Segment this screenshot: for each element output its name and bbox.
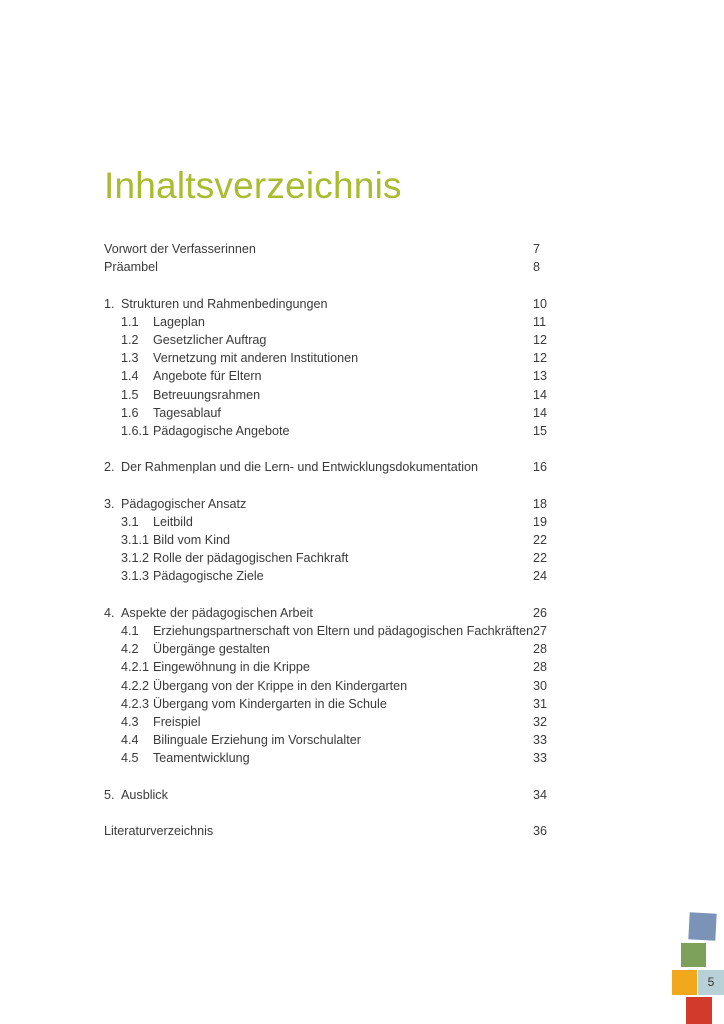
toc-entry-page: 10 bbox=[533, 296, 548, 311]
toc-entry bbox=[104, 513, 548, 531]
toc-entry-page: 14 bbox=[533, 405, 548, 420]
toc-entry-page: 22 bbox=[533, 533, 548, 547]
toc-entry-title: Leitbild bbox=[153, 514, 193, 529]
toc-entry-number: 4.2.1 bbox=[121, 660, 150, 675]
toc-entry-title: Strukturen und Rahmenbedingungen bbox=[121, 296, 328, 311]
toc-entry-page: 26 bbox=[533, 605, 548, 620]
toc-entry bbox=[104, 349, 548, 367]
toc-entry-page: 12 bbox=[533, 351, 548, 366]
toc-entry bbox=[104, 677, 548, 695]
toc-entry-title: Vorwort der Verfasserinnen bbox=[104, 242, 256, 256]
toc-entry-number: 4.1 bbox=[121, 623, 139, 638]
toc-entry bbox=[104, 295, 548, 313]
toc-entry-number: 1.5 bbox=[121, 387, 139, 402]
toc-entry-page: 36 bbox=[533, 824, 548, 838]
toc-entry-title: Übergang von der Krippe in den Kindergarten bbox=[153, 678, 408, 693]
toc-entry bbox=[104, 404, 548, 422]
toc-entry-page: 28 bbox=[533, 642, 548, 657]
toc-entry-number: 1. bbox=[104, 296, 115, 311]
toc-entry bbox=[104, 258, 548, 276]
toc-entry-page: 15 bbox=[533, 423, 548, 438]
toc-entry-page: 18 bbox=[533, 496, 548, 511]
toc-entry-title: Pädagogische Angebote bbox=[153, 423, 290, 438]
decorative-square-green bbox=[681, 943, 706, 967]
toc-entry-number: 2. bbox=[104, 460, 115, 475]
toc-entry bbox=[104, 458, 548, 476]
decorative-square-orange bbox=[672, 970, 697, 995]
toc-entry-number: 1.4 bbox=[121, 369, 139, 384]
toc-entry-title: Literaturverzeichnis bbox=[104, 824, 214, 838]
toc-entry-title: Rolle der pädagogischen Fachkraft bbox=[153, 551, 349, 566]
toc-entry-page: 32 bbox=[533, 714, 548, 729]
toc-entry-page: 12 bbox=[533, 332, 548, 347]
toc-entry-number: 3.1 bbox=[121, 514, 139, 529]
toc-entry bbox=[104, 749, 548, 767]
toc-entry-number: 4.2.2 bbox=[121, 678, 150, 693]
toc-entry-number: 1.2 bbox=[121, 332, 139, 347]
toc-entry bbox=[104, 695, 548, 713]
toc-entry-page: 19 bbox=[533, 514, 548, 529]
toc-entry-page: 34 bbox=[533, 787, 548, 802]
toc-entry-number: 1.1 bbox=[121, 314, 139, 329]
toc-entry-number: 1.3 bbox=[121, 351, 139, 366]
toc-entry-title: Übergänge gestalten bbox=[153, 642, 270, 657]
toc-entry bbox=[104, 731, 548, 749]
toc-entry bbox=[104, 367, 548, 385]
toc-entry-title: Erziehungspartnerschaft von Eltern und pädagogischen Fachkräften bbox=[153, 623, 534, 638]
toc-entry-page: 33 bbox=[533, 751, 548, 766]
toc-entry-page: 13 bbox=[533, 369, 548, 384]
toc-entry-number: 4.3 bbox=[121, 714, 139, 729]
toc-entry-title: Gesetzlicher Auftrag bbox=[153, 332, 267, 347]
toc-entry-title: Betreuungsrahmen bbox=[153, 387, 261, 402]
toc-entry-title: Aspekte der pädagogischen Arbeit bbox=[121, 605, 313, 620]
page-title: Inhaltsverzeichnis bbox=[104, 165, 402, 206]
toc-entry-page: 8 bbox=[533, 260, 541, 275]
toc-entry-title: Teamentwicklung bbox=[153, 751, 250, 766]
toc-entry-title: Eingewöhnung in die Krippe bbox=[153, 660, 310, 675]
toc-entry-number: 3. bbox=[104, 496, 115, 511]
toc-entry bbox=[104, 531, 548, 549]
toc-entry bbox=[104, 549, 548, 567]
toc-entry-number: 3.1.2 bbox=[121, 551, 150, 566]
toc-entry-number: 4.5 bbox=[121, 751, 139, 766]
toc-entry bbox=[104, 495, 548, 513]
toc-entry-title: Tagesablauf bbox=[153, 405, 221, 420]
toc-entry-title: Vernetzung mit anderen Institutionen bbox=[153, 351, 359, 366]
toc-entry bbox=[104, 331, 548, 349]
decorative-square-red bbox=[686, 997, 712, 1024]
toc-entry bbox=[104, 658, 548, 676]
toc-entry-title: Angebote für Eltern bbox=[153, 369, 262, 384]
toc-entry-number: 5. bbox=[104, 787, 115, 802]
toc-entry-number: 1.6.1 bbox=[121, 423, 150, 438]
toc-entry-page: 22 bbox=[533, 551, 548, 566]
toc-entry bbox=[104, 240, 548, 258]
toc-entry bbox=[104, 713, 548, 731]
toc-entry-number: 1.6 bbox=[121, 405, 139, 420]
toc-entry-page: 27 bbox=[533, 623, 548, 638]
toc-entry-number: 4.2 bbox=[121, 642, 139, 657]
toc-entry-title: Präambel bbox=[104, 260, 158, 275]
toc-entry bbox=[104, 622, 548, 640]
toc-entry-page: 30 bbox=[533, 678, 548, 693]
toc-entry-title: Lageplan bbox=[153, 314, 205, 329]
toc-entry-number: 3.1.3 bbox=[121, 569, 150, 584]
toc-entry-page: 11 bbox=[533, 314, 547, 329]
toc-entry-title: Ausblick bbox=[121, 787, 168, 802]
toc-entry-number: 4.2.3 bbox=[121, 696, 150, 711]
toc-entry-number: 4. bbox=[104, 605, 115, 620]
table-of-contents bbox=[104, 240, 548, 840]
toc-entry bbox=[104, 567, 548, 585]
toc-entry bbox=[104, 313, 548, 331]
toc-entry bbox=[104, 822, 548, 840]
toc-entry-page: 28 bbox=[533, 660, 548, 675]
toc-entry-number: 3.1.1 bbox=[121, 533, 150, 547]
toc-entry bbox=[104, 422, 548, 440]
toc-entry-title: Bilinguale Erziehung im Vorschulalter bbox=[153, 733, 361, 748]
toc-entry-page: 7 bbox=[533, 242, 541, 256]
toc-entry-page: 14 bbox=[533, 387, 548, 402]
toc-entry-page: 31 bbox=[533, 696, 548, 711]
toc-entry bbox=[104, 386, 548, 404]
toc-entry-page: 16 bbox=[533, 460, 548, 475]
toc-entry-title: Der Rahmenplan und die Lern- und Entwicklungsdokumentation bbox=[121, 460, 479, 475]
decorative-square-blue bbox=[688, 912, 716, 940]
toc-entry bbox=[104, 786, 548, 804]
toc-entry bbox=[104, 604, 548, 622]
toc-entry-title: Freispiel bbox=[153, 714, 201, 729]
toc-entry-page: 24 bbox=[533, 569, 548, 584]
toc-entry-title: Bild vom Kind bbox=[153, 533, 230, 547]
toc-entry bbox=[104, 640, 548, 658]
page-number: 5 bbox=[707, 975, 715, 989]
toc-entry-title: Übergang vom Kindergarten in die Schule bbox=[153, 696, 387, 711]
toc-entry-title: Pädagogische Ziele bbox=[153, 569, 264, 584]
toc-entry-number: 4.4 bbox=[121, 733, 139, 748]
toc-entry-page: 33 bbox=[533, 733, 548, 748]
toc-entry-title: Pädagogischer Ansatz bbox=[121, 496, 247, 511]
